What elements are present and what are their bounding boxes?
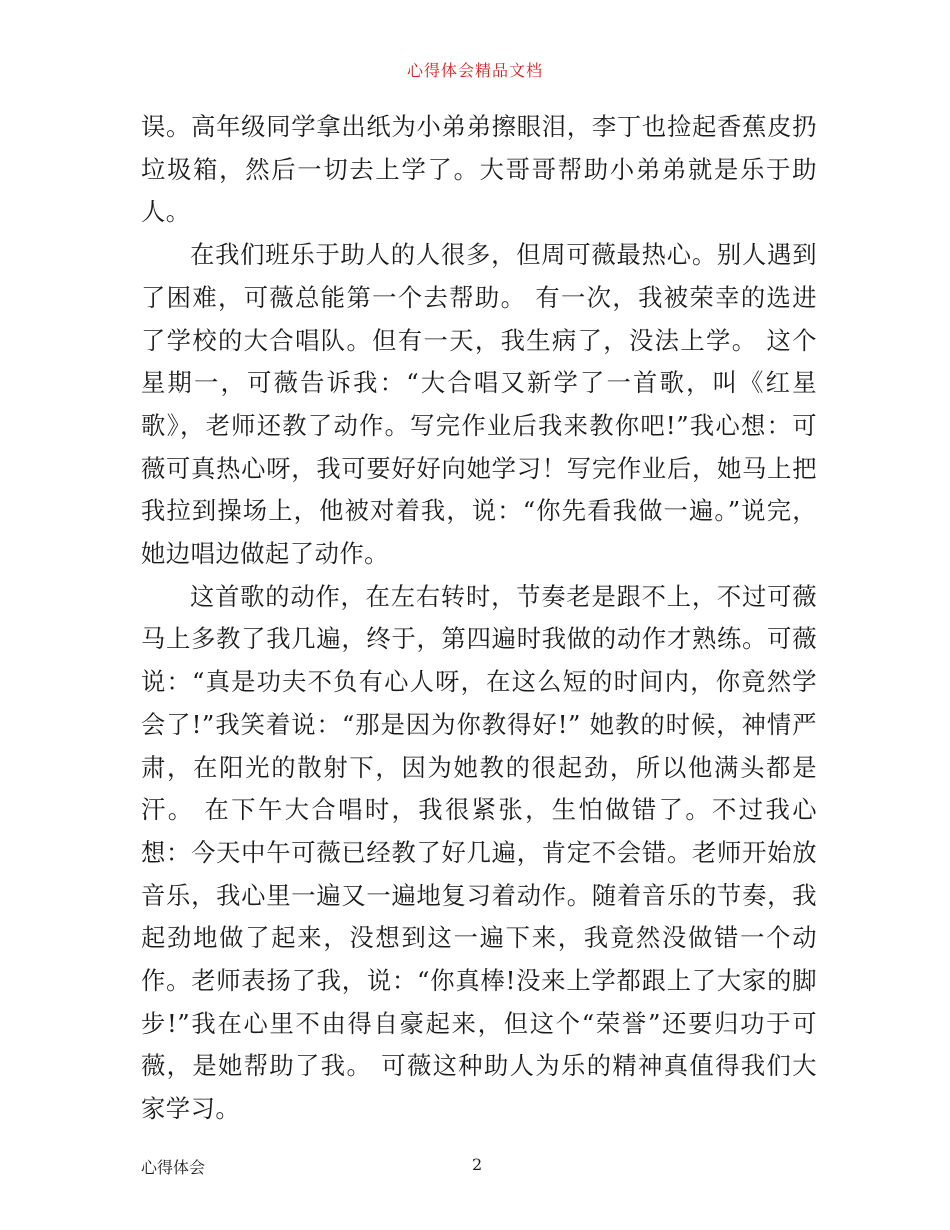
page-footer — [141, 1155, 817, 1179]
paragraph-3: 这首歌的动作，在左右转时，节奏老是跟不上，不过可薇马上多教了我几遍，终于，第四遍时我做的动作才熟练。可薇说：“真是功夫不负有心人呀，在这么短的时间内，你竟然学会了!”我笑着说：“那是因为你教得好!” 她教的时候，神情严肃，在阳光的散射下，因为她教的很起劲，所以他满头都是汗。 在下午大合唱时，我很紧张，生怕做错了。不过我心想：今天中午可薇已经教了好几遍，肯定不会错。老师开始放音乐，我心里一遍又一遍地复习着动作。随着音乐的节奏，我起劲地做了起来，没想到这一遍下来，我竟然没做错一个动作。老师表扬了我，说：“你真棒!没来上学都跟上了大家的脚步!”我在心里不由得自豪起来，但这个“荣誉”还要归功于可薇，是她帮助了我。 可薇这种助人为乐的精神真值得我们大家学习。 — [141, 581, 817, 1124]
paragraph-1: 误。高年级同学拿出纸为小弟弟擦眼泪，李丁也捡起香蕉皮扔垃圾箱，然后一切去上学了。大哥哥帮助小弟弟就是乐于助人。 — [141, 112, 817, 227]
paragraph-2: 在我们班乐于助人的人很多，但周可薇最热心。别人遇到了困难，可薇总能第一个去帮助。 有一次，我被荣幸的选进了学校的大合唱队。但有一天，我生病了，没法上学。 这个星期一，可薇告诉我：“大合唱又新学了一首歌，叫《红星歌》，老师还教了动作。写完作业后我来教你吧!”我心想：可薇可真热心呀，我可要好好向她学习！写完作业后，她马上把我拉到操场上，他被对着我，说：“你先看我做一遍。”说完，她边唱边做起了动作。 — [141, 240, 817, 569]
page-number: 2 — [472, 1155, 483, 1174]
page-header-title: 心得体会精品文档 — [406, 61, 543, 80]
document-body — [141, 106, 817, 1131]
footer-label: 心得体会 — [141, 1158, 206, 1177]
